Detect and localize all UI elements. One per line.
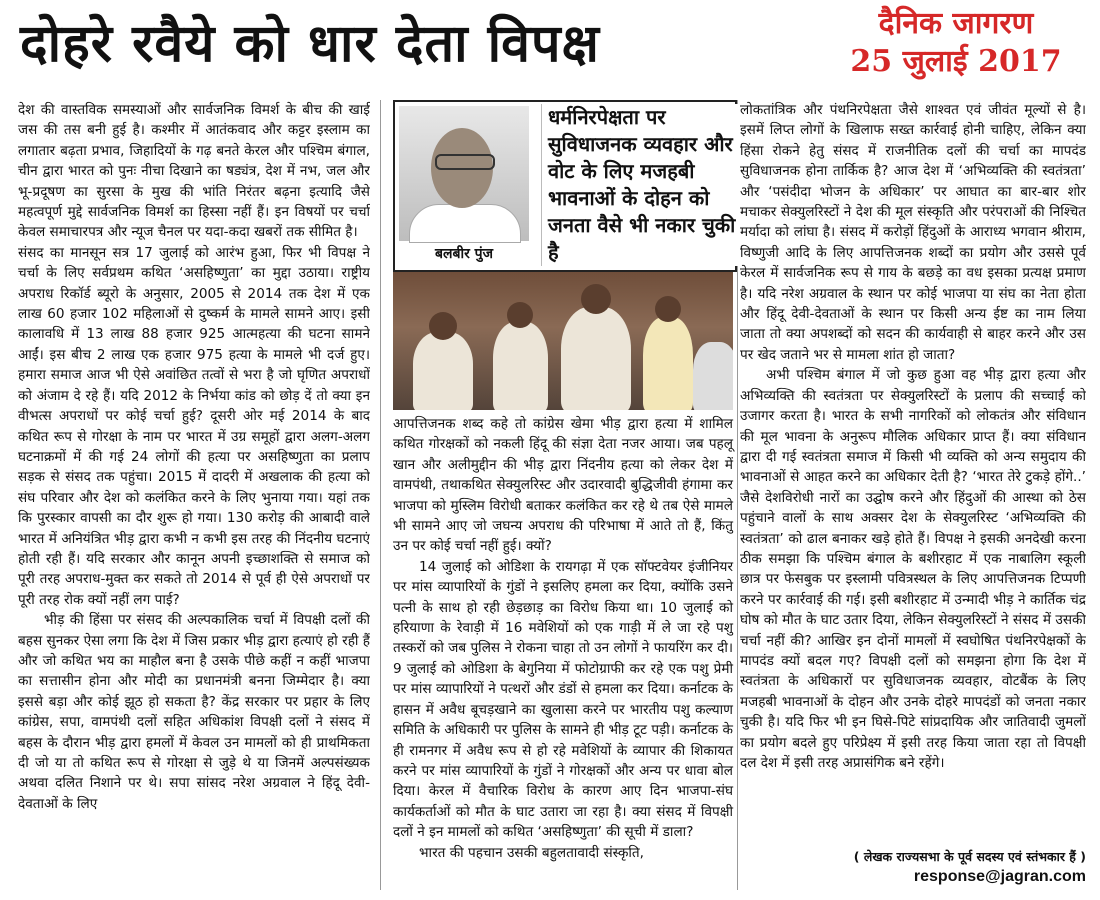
column-2 xyxy=(393,414,733,863)
paragraph: 14 जुलाई को ओडिशा के रायगढ़ा में एक सॉफ्टवेयर इंजीनियर पर मांस व्यापारियों के गुंडों ने इसलिए हमला कर दिया, क्योंकि उसने पत्नी के साथ हो रही छेड़छाड़ का विरोध किया था। 10 जुलाई को हरियाणा के रेवाड़ी में 16 मवेशियों को एक गाड़ी में ले जा रहे पशु तस्करों को जब पुलिस ने रोकना चाहा तो उन लोगों ने फायरिंग कर दी। 9 जुलाई को ओडिशा के बेगुनिया में फोटोग्राफी कर रहे एक पशु प्रेमी पर मांस व्यापारियों ने पत्थरों और डंडों से हमला कर दिया। कर्नाटक के हासन में अवैध बूचड़खाने का खुलासा करने पर भारतीय पशु कल्याण समिति के अधिकारी पर पुलिस के सामने ही भीड़ टूट पड़ी। कर्नाटक के ही रामनगर में अवैध रूप से हो रहे मवेशियों के व्यापार की शिकायत करने पर मांस व्यापारियों के गुंडों ने गोरक्षकों और अन्य पर धावा बोल दिया। केरल में वैचारिक विरोध के कारण आए दिन भाजपा-संघ कार्यकर्ताओं को मौत के घाट उतारा जा रहा है। क्या संसद में विपक्षी दलों ने इन मामलों को कथित ‘असहिष्णुता’ की सूची में डाला? xyxy=(393,558,733,841)
paragraph: भारत की पहचान उसकी बहुलतावादी संस्कृति, xyxy=(419,844,644,861)
paragraph: भीड़ की हिंसा पर संसद की अल्पकालिक चर्चा में विपक्षी दलों की बहस सुनकर ऐसा लगा कि देश में जिस प्रकार भीड़ द्वारा हत्याएं हो रही हैं और जो कथित भय का माहौल बना है उसके पीछे कहीं न कहीं भाजपा का सत्तासीन होना और मोदी का प्रधानमंत्री बनना जिम्मेदार है। क्या इससे बड़ा और कोई झूठ हो सकता है? केंद्र सरकार पर प्रहार के लिए कांग्रेस, सपा, वामपंथी दलों सहित अधिकांश विपक्षी दलों ने संसद में बहस के दौरान भीड़ द्वारा हमलों में केवल उन मामलों को ही प्राथमिकता दी जो या तो कथित रूप से गोरक्षा से जुड़े थे या जिनमें अल्पसंख्यक अथवा दलित निशाने पर थे। सपा सांसद नरेश अग्रवाल ने हिंदू देवी-देवताओं के लिए xyxy=(18,612,370,812)
column-3 xyxy=(740,100,1086,870)
pullquote: धर्मनिरपेक्षता पर सुविधाजनक व्यवहार और वोट के लिए मजहबी भावनाओं के दोहन को जनता वैसे भी नकार चुकी है xyxy=(541,104,738,266)
response-email[interactable]: response@jagran.com xyxy=(913,868,1086,885)
paragraph: आपत्तिजनक शब्द कहे तो कांग्रेस खेमा भीड़ द्वारा हत्या में शामिल कथित गोरक्षकों को नकली हिंदू की संज्ञा देता नजर आया। जब पहलू खान और अलीमुद्दीन की भीड़ द्वारा निंदनीय हत्या को लेकर देश में वामपंथी, तथाकथित सेक्युलरिस्ट और उदारवादी बुद्धिजीवी हंगामा कर भाजपा को मुस्लिम विरोधी बताकर कलंकित कर रहे थे तब ऐसे मामले भी सामने आए जो जघन्य अपराध की परिभाषा में आते तो हैं, किंतु उन पर कोई चर्चा नहीं हुई। क्यों? xyxy=(393,416,733,555)
masthead xyxy=(826,6,1086,82)
paragraph: लोकतांत्रिक और पंथनिरपेक्षता जैसे शाश्वत एवं जीवंत मूल्यों से है। इसमें लिप्त लोगों के खिलाफ सख्त कार्रवाई होनी चाहिए, लेकिन क्या हिंसा रोकने हेतु संसद में राजनीतिक दलों की चर्चा का मापदंड सुविधाजनक होना तार्किक है? आज देश में ‘अभिव्यक्ति की स्वतंत्रता’ और ‘पसंदीदा भोजन के अधिकार’ पर आघात का बार-बार शोर मचाकर सेक्युलरिस्टों ने देश की मूल संस्कृति और परंपराओं की निश्चित मर्यादा को लांघा है। संसद में करोड़ों हिंदुओं के आराध्य भगवान श्रीराम, विष्णुजी आदि के लिए आपत्तिजनक शब्दों का प्रयोग और उससे पूर्व केरल में सार्वजनिक रूप से गाय के बछड़े का वध इसका प्रत्यक्ष प्रमाण है। यदि नरेश अग्रवाल के स्थान पर कोई भाजपा या संघ का नेता होता और हिंदू देवी-देवताओं के स्थान पर किसी अन्य ईष्ट का नाम लिया जाता तो क्या अपशब्दों को सदन की कार्यवाही से बाहर करने और उस पर खेद जताने भर से मामला शांत हो जाता? xyxy=(740,102,1086,363)
author-box xyxy=(393,100,737,272)
parliament-photo xyxy=(393,272,733,410)
column-1 xyxy=(18,100,370,890)
author-photo xyxy=(399,106,529,241)
paragraph: अभी पश्चिम बंगाल में जो कुछ हुआ वह भीड़ द्वारा हत्या और अभिव्यक्ति की स्वतंत्रता पर सेक्युलरिस्टों के प्रलाप की सच्चाई को उजागर करता है। भारत के सभी नागरिकों को लोकतंत्र और संविधान की मूल भावना के अनुरूप मौलिक अधिकार प्राप्त हैं। क्या संविधान द्वारा दी गई स्वतंत्रता समाज में किसी भी व्यक्ति को अन्य समुदाय की भावनाओं से आहत करने का अधिकार देती है? ‘भारत तेरे टुकड़े होंगे..’ जैसे देशविरोधी नारों का उद्घोष करने और हिंदुओं की आस्था को ठेस पहुंचाने वालों के साथ अक्सर देश के सेक्युलरिस्ट ‘अभिव्यक्ति की स्वतंत्रता’ को ढाल बनाकर खड़े होते हैं। विपक्ष ने इसकी अनदेखी करना ठीक समझा कि पश्चिम बंगाल के बशीरहाट में एक नाबालिग स्कूली छात्र पर फेसबुक पर इस्लामी पवित्रस्थल के लिए आपत्तिजनक टिप्पणी करने पर कार्रवाई की गई। इसी बशीरहाट में उन्मादी भीड़ ने कार्तिक चंद्र घोष को मौत के घाट उतार दिया, लेकिन सेक्युलरिस्टों ने संसद में उसकी चर्चा नहीं की? आखिर इन दोनों मामलों में स्वघोषित पंथनिरपेक्षकों के मापदंड क्यों बदल गए? विपक्षी दलों को समझना होगा कि देश में स्वतंत्रता के अधिकारों पर सुविधाजनक व्यवहार, वोटबैंक के लिए मजहबी भावनाओं के दोहन और उनके दोहरे मापदंडों को जनता नकार चुकी है। यदि फिर भी इन घिसे-पिटे सांप्रदायिक और जातिवादी जुमलों का प्रयोग बदले हुए परिप्रेक्ष्य में इसी तरह किया जाता रहा तो विपक्षी दल देश में इसी तरह अप्रासंगिक बने रहेंगे। xyxy=(740,367,1086,771)
publication-date: 25 जुलाई 2017 xyxy=(850,44,1062,79)
paragraph: देश की वास्तविक समस्याओं और सार्वजनिक विमर्श के बीच की खाई जस की तस बनी हुई है। कश्मीर में आतंकवाद और कट्टर इस्लाम का लगातार बढ़ता प्रभाव, जिहादियों के गढ़ बनते केरल और पश्चिम बंगाल, चीन द्वारा भारत को पुनः नीचा दिखाने का षड्यंत्र, देश में नभ, जल और भू-प्रदूषण का सुरसा के मुख की भांति निरंतर बढ़ना इत्यादि जैसे महत्वपूर्ण मुद्दे सार्वजनिक विमर्श का हिस्सा नहीं हैं। इन विषयों पर चर्चा केवल समाचारपत्र और न्यूज चैनल पर यदा-कदा खबरों तक सीमित है। xyxy=(18,102,370,241)
newspaper-name: दैनिक जागरण xyxy=(878,6,1034,41)
author-name: बलबीर पुंज xyxy=(434,246,494,262)
column-divider xyxy=(380,100,381,890)
author-note: ( लेखक राज्यसभा के पूर्व सदस्य एवं स्तंभकार हैं ) xyxy=(853,849,1086,864)
paragraph: संसद का मानसून सत्र 17 जुलाई को आरंभ हुआ, फिर भी विपक्ष ने चर्चा के लिए सर्वप्रथम कथित ‘असहिष्णुता’ का मुद्दा उठाया। राष्ट्रीय अपराध रिकॉर्ड ब्यूरो के अनुसार, 2005 से 2014 तक देश में एक लाख 60 हजार 102 महिलाओं से दुष्कर्म के मामले सामने आए। इसी कालावधि में 13 लाख 88 हजार 925 आत्महत्या की घटना सामने आईं। इस बीच 2 लाख एक हजार 975 हत्या के मामले भी दर्ज हुए। हमारा समाज आज भी ऐसे अवांछित तत्वों से भरा है जो घृणित अपराधों को अंजाम दे रहे हैं। यदि 2012 के निर्भया कांड को छोड़ दें तो क्या इन वीभत्स अपराधों पर कोई चर्चा हुई? दूसरी ओर मई 2014 के बाद कथित रूप से गोरक्षा के नाम पर भारत में उग्र समूहों द्वारा अलग-अलग घटनाक्रमों में की गई 24 लोगों की हत्या पर असहिष्णुता का प्रलाप सड़क से संसद तक पहुंचा। 2015 में दादरी में अखलाक की हत्या को संघ परिवार और देश को कलंकित करने के लिए भुनाया गया। यहां तक कि पुरस्कार वापसी का दौर शुरू हो गया। 130 करोड़ की आबादी वाले भारत में अनियंत्रित भीड़ द्वारा कभी न कभी इस तरह की निंदनीय घटनाएं होती रही हैं। यदि सरकार और कानून अपनी इच्छाशक्ति से समाज को पूरी तरह अपराध-मुक्त कर सकते तो 2014 से पूर्व ही ऐसे अपराधों पर पूरी तरह रोक क्यों नहीं लग पाई? xyxy=(18,244,370,608)
headline: दोहरे रवैये को धार देता विपक्ष xyxy=(20,14,600,74)
